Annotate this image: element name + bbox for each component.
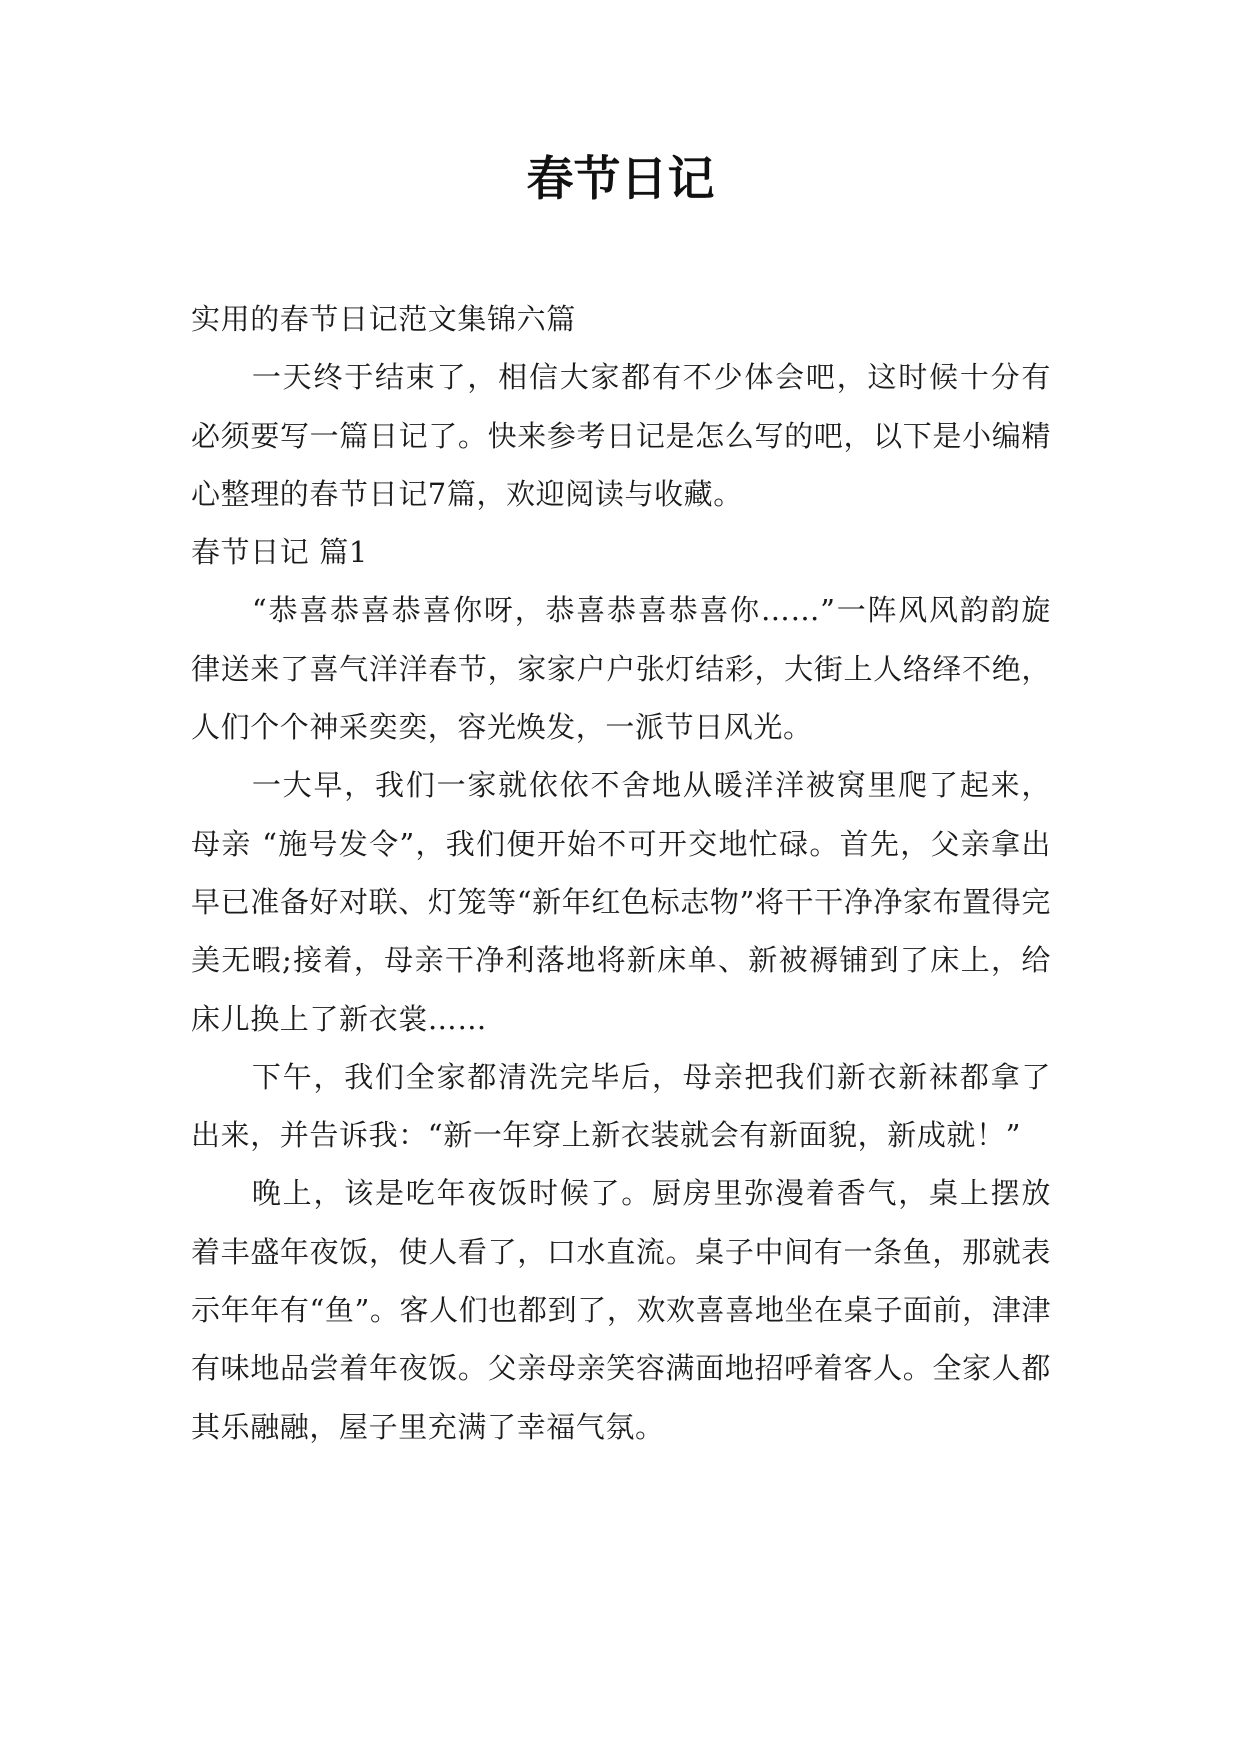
intro-paragraph: 一天终于结束了，相信大家都有不少体会吧，这时候十分有必须要写一篇日记了。快来参考日记是怎么写的吧，以下是小编精心整理的春节日记7篇，欢迎阅读与收藏。 [191, 360, 1051, 511]
document-body [191, 290, 1051, 1456]
document-subtitle: 实用的春节日记范文集锦六篇 [191, 302, 576, 336]
section-heading: 春节日记 篇1 [191, 535, 368, 570]
body-paragraph: “恭喜恭喜恭喜你呀，恭喜恭喜恭喜你……”一阵风风韵韵旋律送来了喜气洋洋春节，家家户户张灯结彩，大街上人络绎不绝，人们个个神采奕奕，容光焕发，一派节日风光。 [191, 593, 1051, 745]
body-paragraph: 一大早，我们一家就依依不舍地从暖洋洋被窝里爬了起来，母亲 “施号发令”，我们便开始不可开交地忙碌。首先，父亲拿出早已准备好对联、灯笼等“新年红色标志物”将干干净净家布置得完美无暇;接着，母亲干净利落地将新床单、新被褥铺到了床上，给床儿换上了新衣裳…… [191, 768, 1051, 1036]
document-title: 春节日记 [526, 152, 715, 207]
body-paragraph: 下午，我们全家都清洗完毕后，母亲把我们新衣新袜都拿了出来，并告诉我：“新一年穿上新衣装就会有新面貌，新成就！” [191, 1059, 1051, 1153]
body-paragraph: 晚上，该是吃年夜饭时候了。厨房里弥漫着香气，桌上摆放着丰盛年夜饭，使人看了，口水直流。桌子中间有一条鱼，那就表示年年有“鱼”。客人们也都到了，欢欢喜喜地坐在桌子面前，津津有味地品尝着年夜饭。父亲母亲笑容满面地招呼着客人。全家人都其乐融融，屋子里充满了幸福气氛。 [191, 1176, 1051, 1444]
